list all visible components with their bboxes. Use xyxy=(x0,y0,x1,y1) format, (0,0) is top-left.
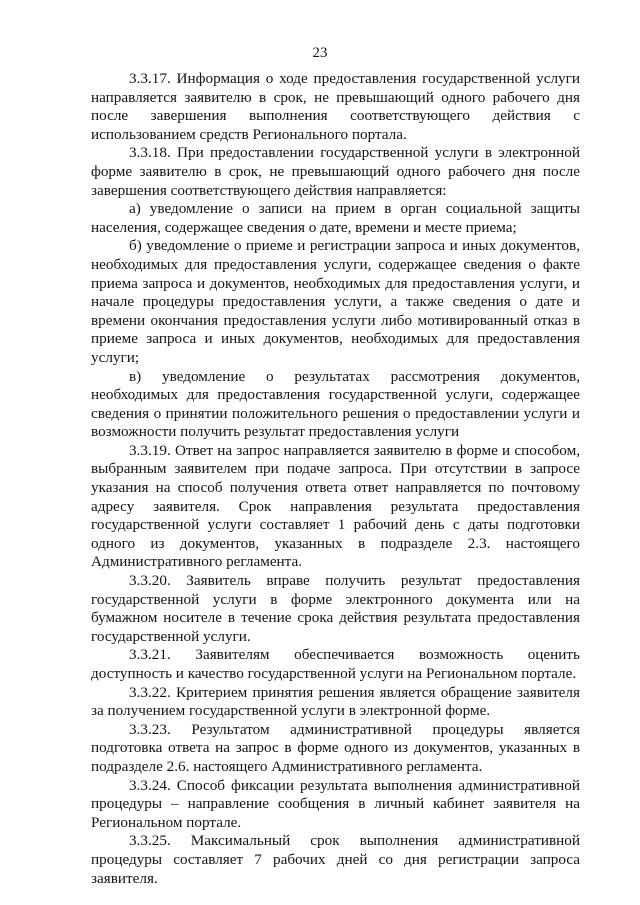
list-item-v: в) уведомление о результатах рассмотрения документов, необходимых для предоставления государственной услуги, содержащее сведения о принятии положительного решения о предоставлении услуги и возможности получить результат предоставления услуги xyxy=(91,367,580,441)
paragraph-3-3-21: 3.3.21. Заявителям обеспечивается возможность оценить доступность и качество государственной услуги на Региональном портале. xyxy=(91,646,580,682)
list-item-a: а) уведомление о записи на прием в орган социальной защиты населения, содержащее сведения о дате, времени и месте приема; xyxy=(91,200,580,236)
paragraph-3-3-17: 3.3.17. Информация о ходе предоставления государственной услуги направляется заявителю в срок, не превышающий одного рабочего дня после завершения выполнения соответствующего действия с использованием средств Регионального портала. xyxy=(91,70,580,143)
page-number: 23 xyxy=(312,45,328,61)
paragraph-3-3-23: 3.3.23. Результатом административной процедуры является подготовка ответа на запрос в форме одного из документов, указанных в подразделе 2.6. настоящего Административного регламента. xyxy=(91,720,580,775)
paragraph-3-3-18: 3.3.18. При предоставлении государственной услуги в электронной форме заявителю в срок, не превышающий одного рабочего дня после завершения соответствующего действия направляется: xyxy=(91,144,580,199)
paragraph-3-3-20: 3.3.20. Заявитель вправе получить результат предоставления государственной услуги в форме электронного документа или на бумажном носителе в течение срока действия результата предоставления государственной услуги. xyxy=(91,572,580,645)
document-body xyxy=(91,70,580,888)
paragraph-3-3-22: 3.3.22. Критерием принятия решения является обращение заявителя за получением государственной услуги в электронной форме. xyxy=(91,683,580,720)
paragraph-3-3-19: 3.3.19. Ответ на запрос направляется заявителю в форме и способом, выбранным заявителем при подаче запроса. При отсутствии в запросе указания на способ получения ответа ответ направляется по почтовому адресу заявителя. Срок направления результата предоставления государственной услуги составляет 1 рабочий день с даты подготовки одного из документов, указанных в подразделе 2.3. настоящего Административного регламента. xyxy=(91,441,580,571)
paragraph-3-3-24: 3.3.24. Способ фиксации результата выполнения административной процедуры – направление сообщения в личный кабинет заявителя на Региональном портале. xyxy=(91,776,580,831)
paragraph-3-3-25: 3.3.25. Максимальный срок выполнения административной процедуры составляет 7 рабочих дней со дня регистрации запроса заявителя. xyxy=(91,832,580,887)
list-item-b: б) уведомление о приеме и регистрации запроса и иных документов, необходимых для предоставления услуги, содержащее сведения о факте приема запроса и документов, необходимых для предоставления услуги, и начале процедуры предоставления услуги, а также сведения о дате и времени окончания предоставления услуги либо мотивированный отказ в приеме запроса и иных документов, необходимых для предоставления услуги; xyxy=(91,237,580,366)
